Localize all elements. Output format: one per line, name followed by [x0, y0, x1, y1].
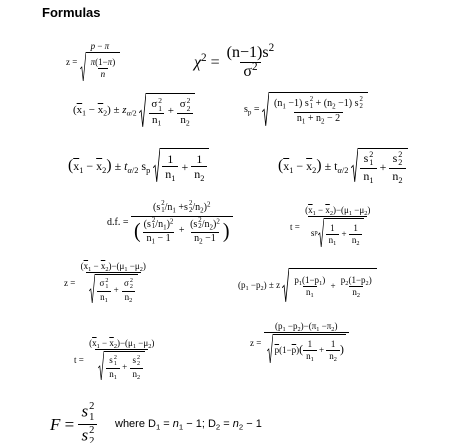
- formula-f-statistic: F = s 2 1 s 2 2: [50, 402, 97, 443]
- formula-t-unpooled: t = $(\overline{x}_1 - \overline{x}_2)-(\mu_1 -\mu_2)$ s 2 1 $n_1$ + s 2 2 $n_2$: [74, 338, 155, 382]
- formula-ci-diff-means-z: $(\overline{x}_1 - \overline{x}_2) \pm z_{\alpha/2}$ σ 2 1 $n_1$ + σ 2 2 $n_2$: [73, 93, 195, 128]
- formula-ci-diff-proportions: $(p_1 -p_2) \pm z$ $\frac{p_1(1-p_1)}{n_1}$ + $\frac{p_2(1-p_2)}{n_2}$: [238, 268, 377, 303]
- formula-z-diff-means: z = $(\overline{x}_1 - \overline{x}_2)-(\mu_1 -\mu_2)$ σ 2 1 $n_1$ + σ 2 2 $n_2$: [64, 261, 146, 305]
- formula-degrees-of-freedom: d.f. = (s 2 1 $/n_1 +s$ 2 2 $/n_2)^2$ ( (s 2 1 $/n_1)^2$ $n_1 - 1$ + (s 2 2 $/n_2)^2$ $n_2 -1$ ): [107, 201, 233, 244]
- formula-ci-diff-means-unpooled-t: $(\overline{x}_1 - \overline{x}_2) \pm t_{\alpha/2}$ s 2 1 $n_1$ + s 2 2 $n_2$: [278, 148, 408, 183]
- formula-z-proportion: z = p − π $\frac{\pi(1-\pi)}{n}$: [66, 42, 120, 82]
- formula-ci-diff-means-pooled-t: $(\overline{x}_1 - \overline{x}_2) \pm t_{\alpha/2}$ $s_p$ $\frac{1}{n_1}$ + $\frac{1}{n_2}$: [68, 148, 209, 183]
- degrees-of-freedom-note: where $D_1 = n_1 - 1$; $D_2 = n_2 - 1$: [115, 418, 262, 432]
- formula-pooled-sd: $s_p$ = $(n_1 -1)$ s 2 1 + $(n_2 -1)$ s 2 2 $n_1 + n_2 - 2$: [244, 92, 368, 127]
- formula-t-pooled: t = $(\overline{x}_1 - \overline{x}_2)-(\mu_1 -\mu_2)$ s p $\frac{1}{n_1}$ + $\frac{1}{n_2}$: [290, 205, 371, 247]
- page-title: Formulas: [42, 5, 101, 20]
- formula-z-diff-proportions: z = $(p_1 -p_2)-(\pi_1 -\pi_2)$ $\overline{p}$ (1− $\overline{p}$ ) ( $\frac{1}{n_1}$ + $\frac{1}{n_2}$ ): [250, 322, 349, 364]
- formula-chi-square: $\chi^2$ = $\frac{(n-1)s^2}{\sigma^2}$: [194, 41, 275, 80]
